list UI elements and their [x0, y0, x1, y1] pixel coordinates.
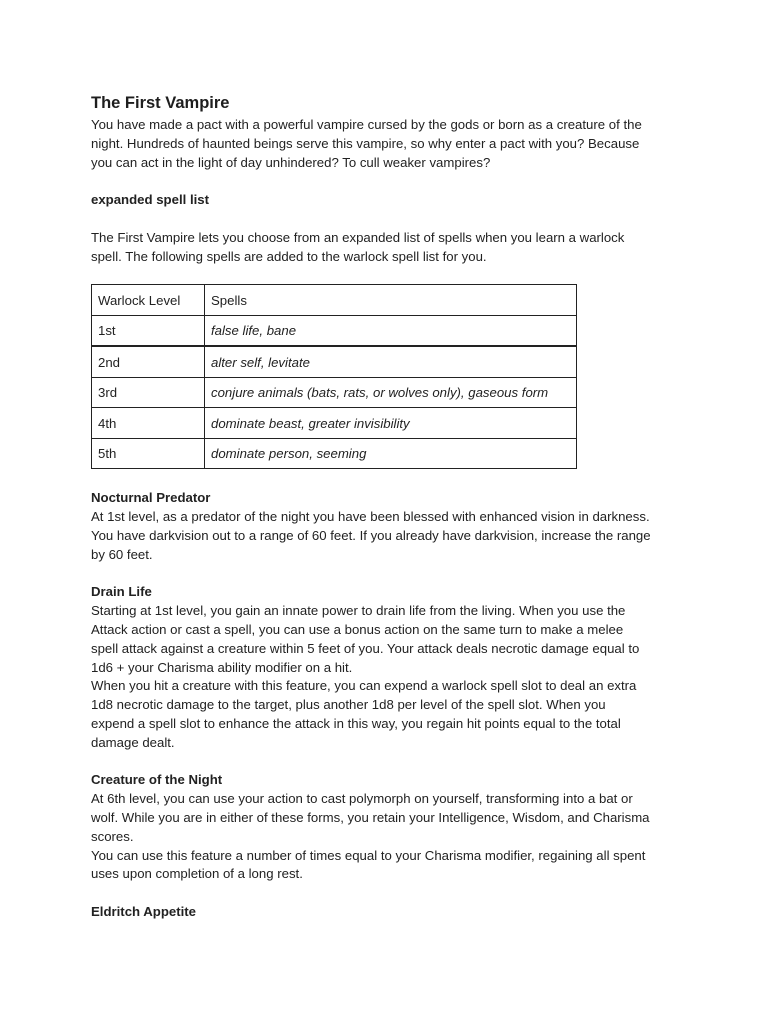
- paragraph-line: You can use this feature a number of times equal to your Charisma modifier, regaining all spent: [91, 847, 646, 863]
- paragraph-line: spell attack against a creature within 5 feet of you. Your attack deals necrotic damage equal to: [91, 640, 640, 656]
- level-cell: 5th: [92, 438, 205, 469]
- spell-table: [91, 284, 577, 469]
- paragraph-line: When you hit a creature with this feature, you can expend a warlock spell slot to deal an extra: [91, 678, 637, 694]
- paragraph-line: expend a spell slot to enhance the attack in this way, you regain hit points equal to the total: [91, 715, 621, 731]
- nocturnal-predator-heading: Nocturnal Predator: [91, 490, 211, 506]
- spells-cell: dominate person, seeming: [205, 438, 577, 469]
- intro-line: You have made a pact with a powerful vampire cursed by the gods or born as a creature of the: [91, 117, 642, 132]
- paragraph-line: The First Vampire lets you choose from an expanded list of spells when you learn a warlock: [91, 229, 625, 245]
- paragraph-line: Attack action or cast a spell, you can use a bonus action on the same turn to make a melee: [91, 621, 624, 637]
- paragraph-line: At 6th level, you can use your action to cast polymorph on yourself, transforming into a bat or: [91, 791, 633, 807]
- paragraph-line: You have darkvision out to a range of 60 feet. If you already have darkvision, increase the range: [91, 527, 651, 543]
- eldritch-appetite-heading: Eldritch Appetite: [91, 903, 197, 919]
- table-row: [92, 408, 577, 439]
- table-row: [92, 438, 577, 469]
- expanded-spell-list-paragraph: [91, 229, 691, 267]
- intro-paragraph: [91, 116, 691, 172]
- spells-cell: alter self, levitate: [205, 346, 577, 377]
- intro-line: night. Hundreds of haunted beings serve this vampire, so why enter a pact with you? Because: [91, 135, 640, 151]
- paragraph-line: Starting at 1st level, you gain an innate power to drain life from the living. When you use the: [91, 603, 626, 619]
- paragraph-line: 1d6 + your Charisma ability modifier on a hit.: [91, 659, 353, 675]
- drain-life-paragraph: [91, 602, 691, 752]
- paragraph-line: by 60 feet.: [91, 546, 153, 562]
- document-page: [91, 90, 691, 922]
- table-row: [92, 377, 577, 408]
- level-cell: 2nd: [92, 346, 205, 377]
- level-cell: 1st: [92, 315, 205, 346]
- paragraph-line: wolf. While you are in either of these forms, you retain your Intelligence, Wisdom, and Charisma: [91, 809, 650, 825]
- paragraph-line: uses upon completion of a long rest.: [91, 866, 303, 882]
- spells-cell: false life, bane: [205, 315, 577, 346]
- spells-cell: dominate beast, greater invisibility: [205, 408, 577, 439]
- paragraph-line: 1d8 necrotic damage to the target, plus another 1d8 per level of the spell slot. When you: [91, 697, 606, 713]
- drain-life-heading: Drain Life: [91, 584, 152, 600]
- paragraph-line: scores.: [91, 828, 134, 844]
- creature-of-the-night-heading: Creature of the Night: [91, 772, 223, 788]
- header-warlock-level: Warlock Level: [92, 285, 205, 316]
- expanded-spell-list-heading: expanded spell list: [91, 192, 209, 208]
- table-row: [92, 315, 577, 346]
- spells-cell: conjure animals (bats, rats, or wolves only), gaseous form: [205, 377, 577, 408]
- nocturnal-predator-paragraph: [91, 508, 691, 564]
- paragraph-line: spell. The following spells are added to the warlock spell list for you.: [91, 248, 487, 264]
- level-cell: 3rd: [92, 377, 205, 408]
- page-title: The First Vampire: [91, 94, 230, 112]
- level-cell: 4th: [92, 408, 205, 439]
- header-spells: Spells: [205, 285, 577, 316]
- paragraph-line: damage dealt.: [91, 734, 175, 750]
- table-header-row: [92, 285, 577, 316]
- table-row: [92, 346, 577, 377]
- paragraph-line: At 1st level, as a predator of the night you have been blessed with enhanced vision in darkness.: [91, 509, 650, 525]
- creature-of-the-night-paragraph: [91, 790, 691, 884]
- intro-line: you can act in the light of day unhindered? To cull weaker vampires?: [91, 154, 491, 170]
